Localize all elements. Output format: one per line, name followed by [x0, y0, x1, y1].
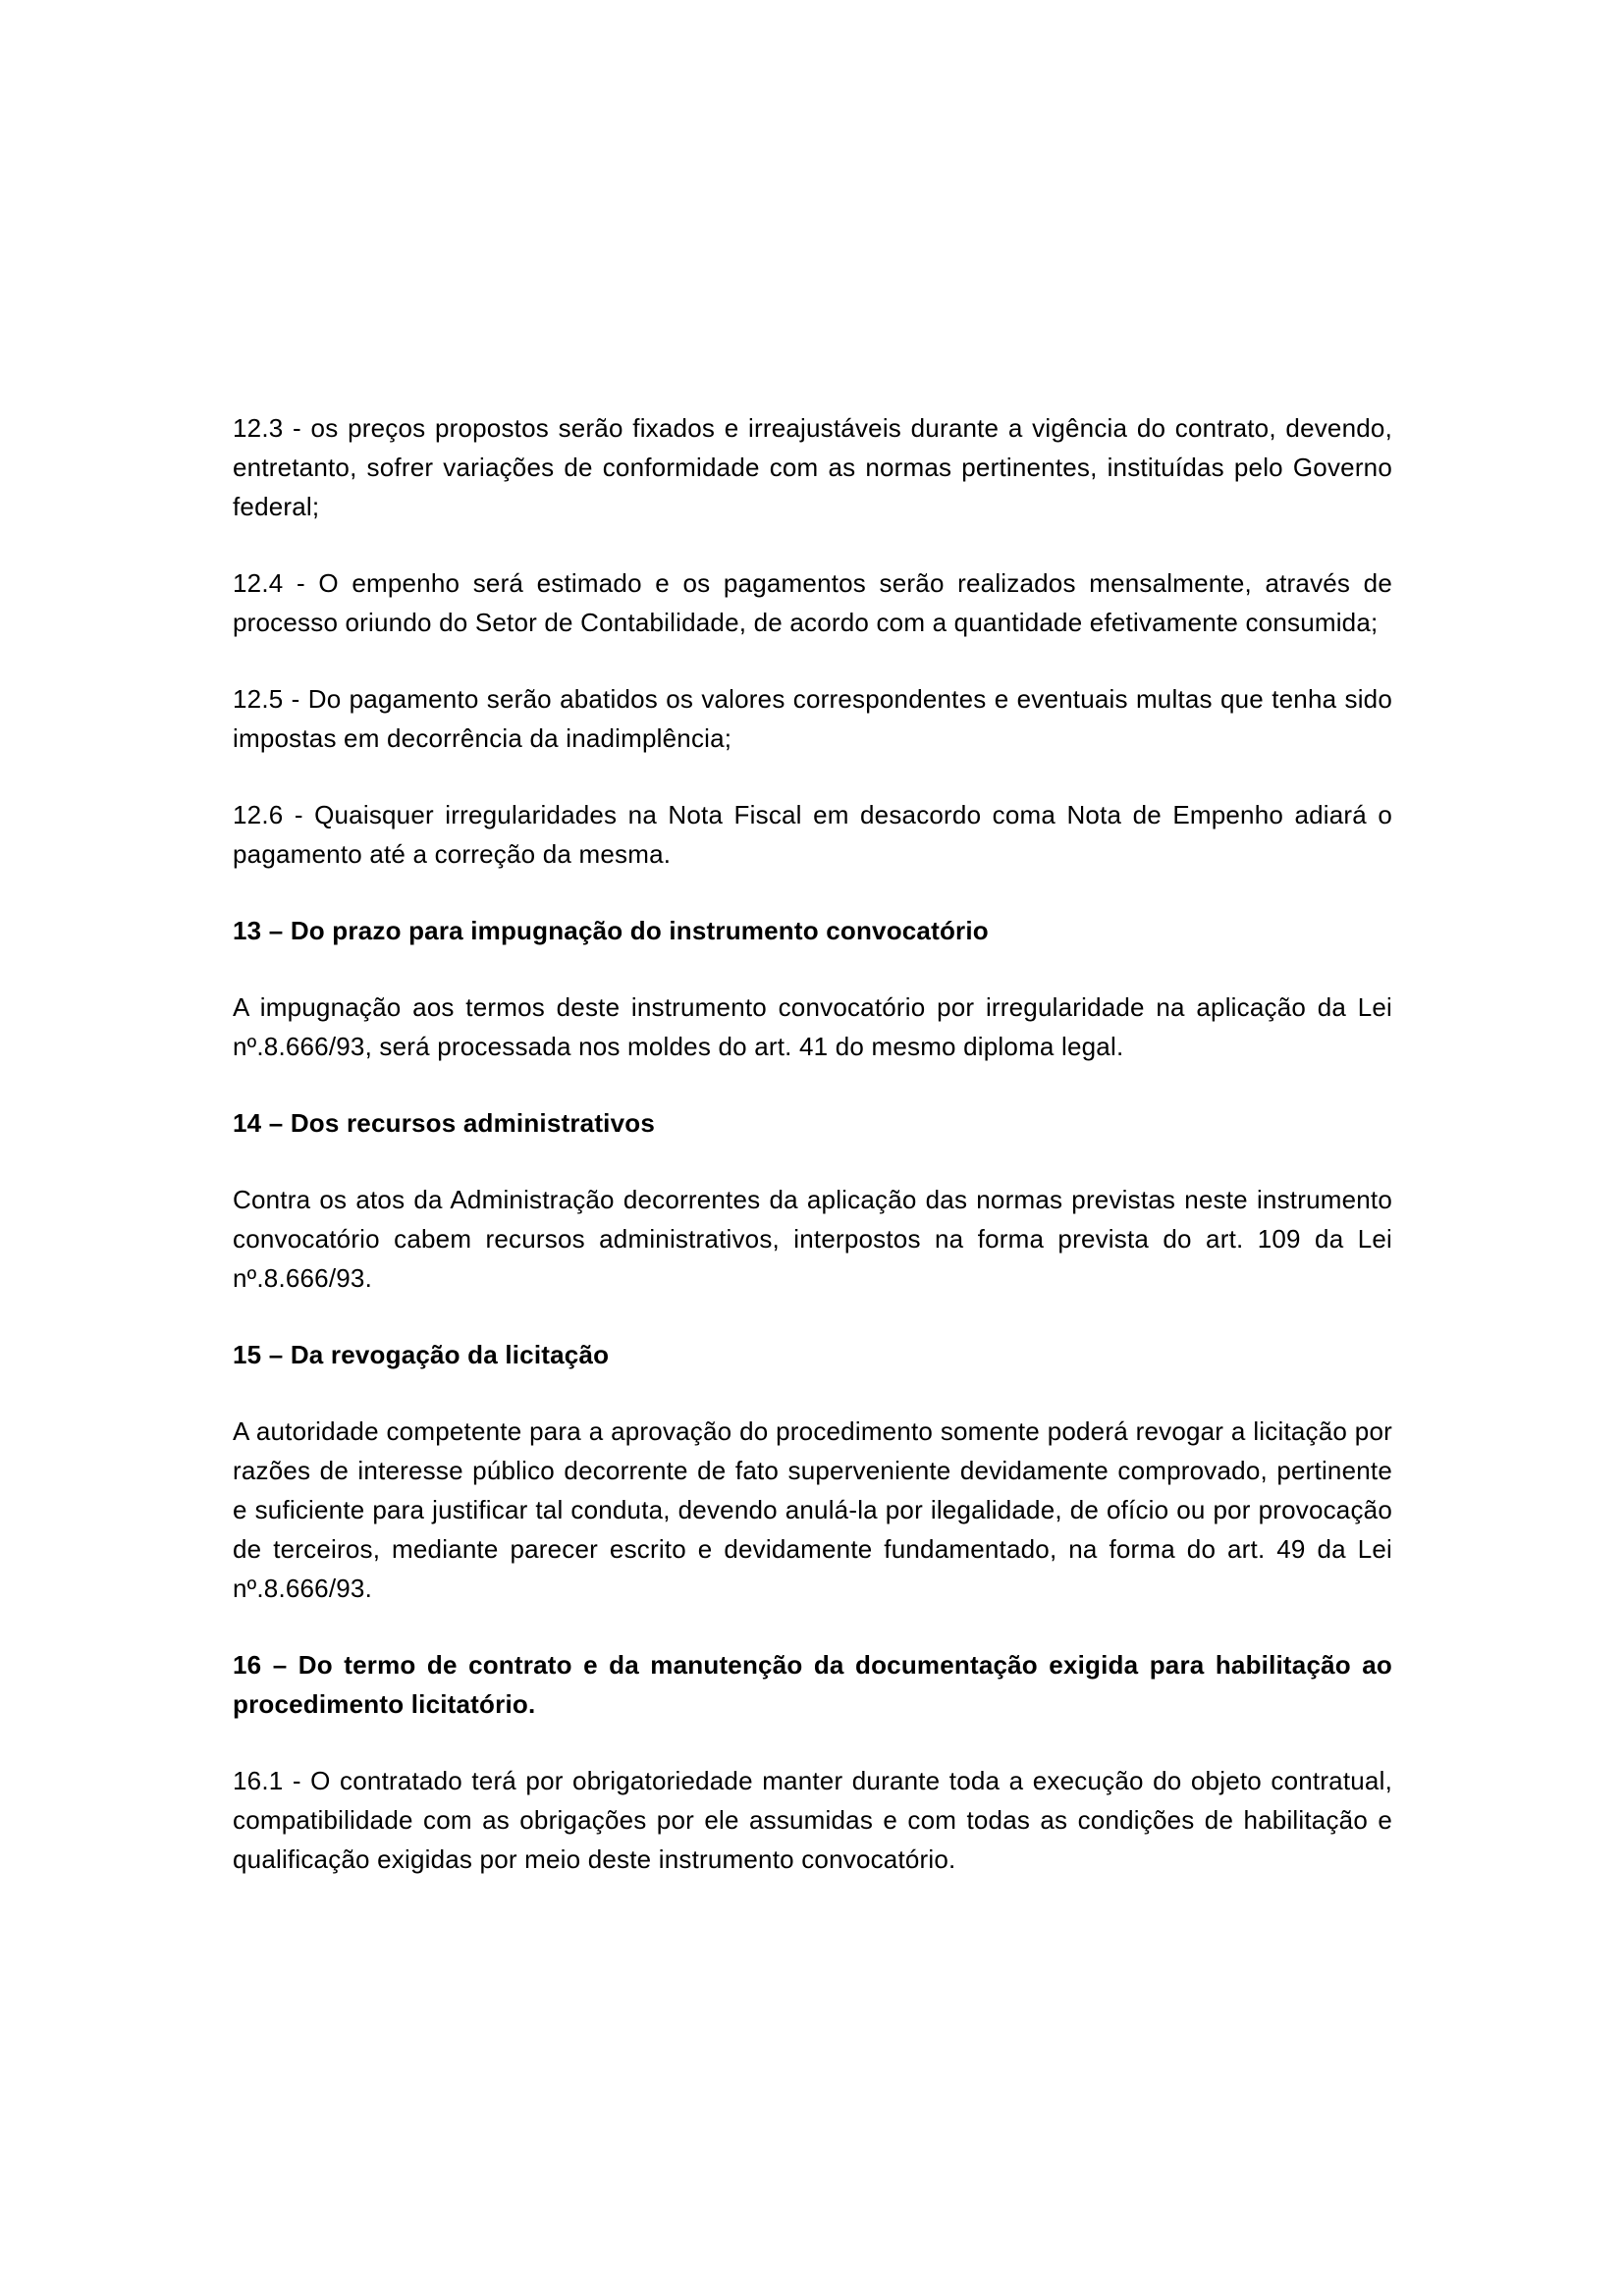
- clause-12-3: 12.3 - os preços propostos serão fixados e irreajustáveis durante a vigência do contrato, devendo, entretanto, sofrer variações de conformidade com as normas pertinentes, instituídas pelo Governo federal;: [233, 413, 1392, 521]
- clause-12-4: 12.4 - O empenho será estimado e os pagamentos serão realizados mensalmente, através de processo oriundo do Setor de Contabilidade, de acordo com a quantidade efetivamente consumida;: [233, 568, 1392, 637]
- section-heading-16: 16 – Do termo de contrato e da manutenção da documentação exigida para habilitação ao procedimento licitatório.: [233, 1650, 1392, 1719]
- section-heading-13: 13 – Do prazo para impugnação do instrumento convocatório: [233, 916, 989, 945]
- section-heading-15: 15 – Da revogação da licitação: [233, 1340, 610, 1369]
- clause-12-5: 12.5 - Do pagamento serão abatidos os valores correspondentes e eventuais multas que tenha sido impostas em decorrência da inadimplência;: [233, 684, 1392, 753]
- section-heading-14: 14 – Dos recursos administrativos: [233, 1108, 656, 1138]
- clause-15-body: A autoridade competente para a aprovação do procedimento somente poderá revogar a licitação por razões de interesse público decorrente de fato superveniente devidamente comprovado, pertinente e suficiente para justificar tal conduta, devendo anulá-la por ilegalidade, de ofício ou por provocação de terceiros, mediante parecer escrito e devidamente fundamentado, na forma do art. 49 da Lei nº.8.666/93.: [233, 1416, 1392, 1603]
- clause-14-body: Contra os atos da Administração decorrentes da aplicação das normas previstas neste instrumento convocatório cabem recursos administrativos, interpostos na forma prevista do art. 109 da Lei nº.8.666/93.: [233, 1185, 1392, 1293]
- clause-12-6: 12.6 - Quaisquer irregularidades na Nota Fiscal em desacordo coma Nota de Empenho adiará o pagamento até a correção da mesma.: [233, 800, 1392, 869]
- document-content: [233, 408, 1392, 1879]
- clause-13-body: A impugnação aos termos deste instrumento convocatório por irregularidade na aplicação da Lei nº.8.666/93, será processada nos moldes do art. 41 do mesmo diploma legal.: [233, 992, 1392, 1061]
- clause-16-1: 16.1 - O contratado terá por obrigatoriedade manter durante toda a execução do objeto contratual, compatibilidade com as obrigações por ele assumidas e com todas as condições de habilitação e qualificação exigidas por meio deste instrumento convocatório.: [233, 1766, 1392, 1874]
